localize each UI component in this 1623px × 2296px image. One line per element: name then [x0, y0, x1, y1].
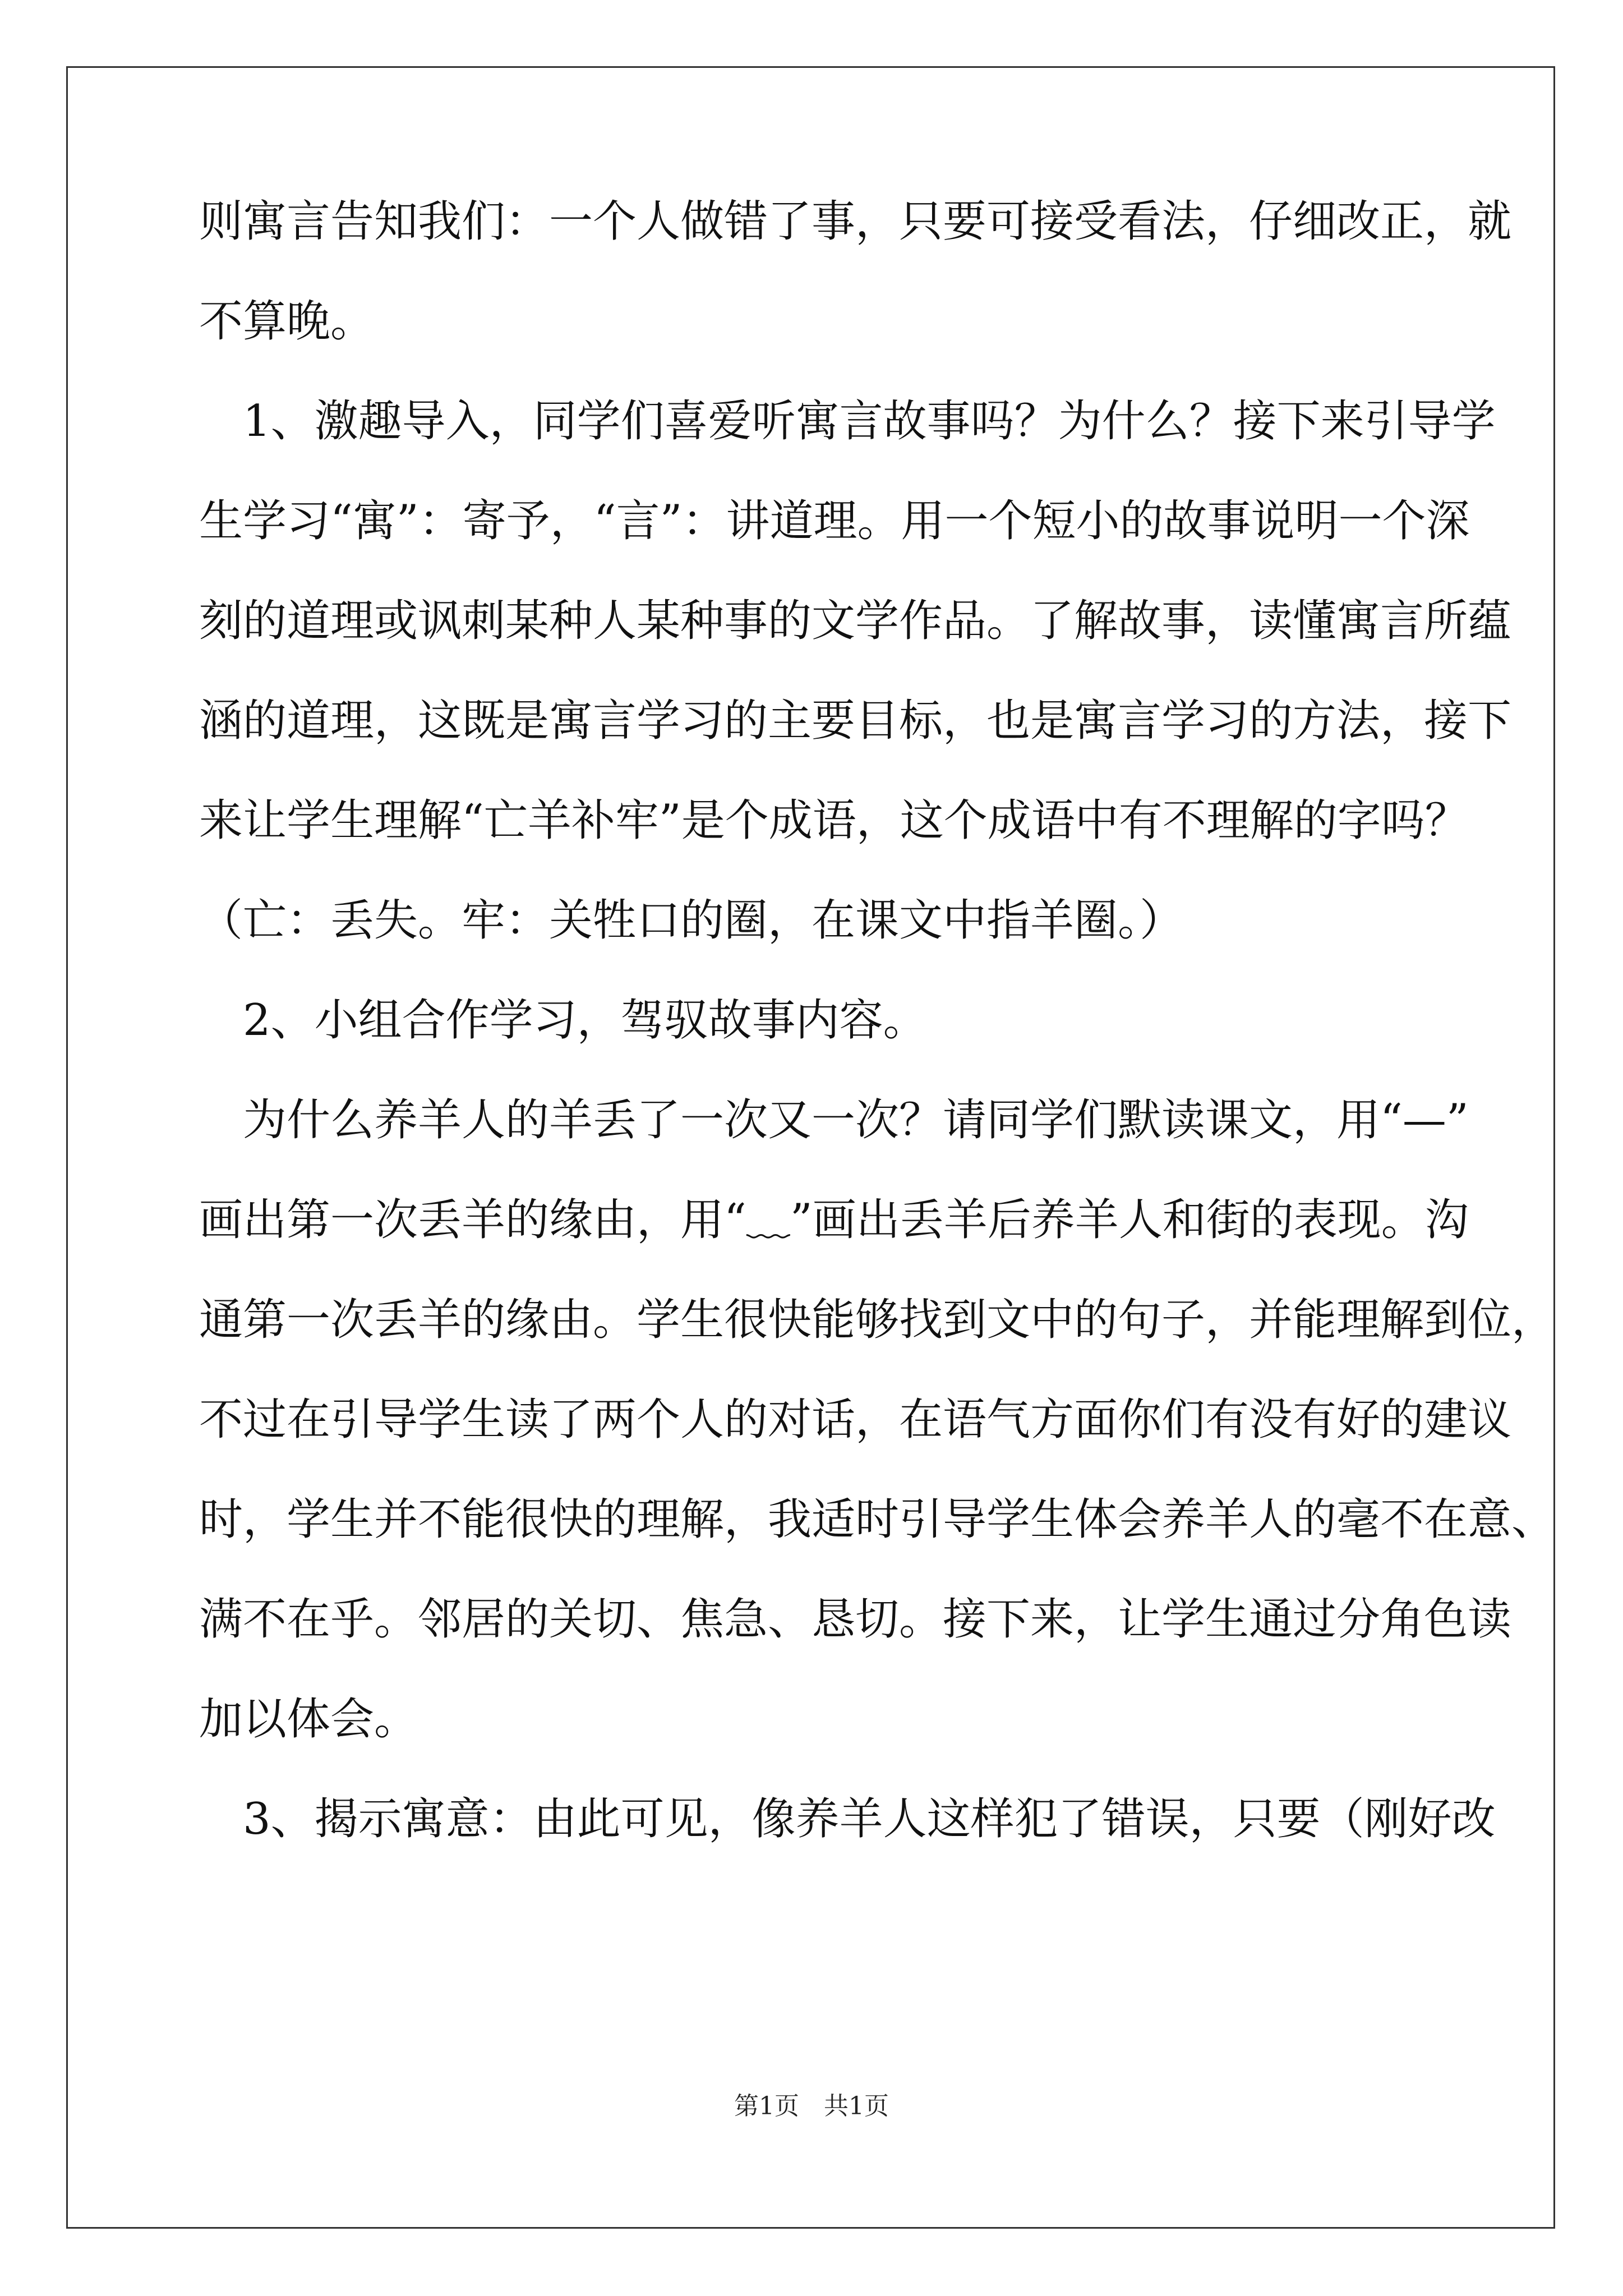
- text-line: （亡：丢失。牢：关牲口的圈，在课文中指羊圈。）: [199, 895, 1184, 946]
- page-number: 第1页 共1页: [734, 2092, 889, 2120]
- text-line: 满不在乎。邻居的关切、焦急、恳切。接下来，让学生通过分角色读: [199, 1594, 1512, 1645]
- text-line: 通第一次丢羊的缘由。学生很快能够找到文中的句子，并能理解到位，: [199, 1295, 1556, 1345]
- text-line: 1、激趣导入，同学们喜爱听寓言故事吗？为什么？接下来引导学: [199, 396, 1496, 447]
- text-line: 涵的道理，这既是寓言学习的主要目标，也是寓言学习的方法，接下: [199, 696, 1512, 746]
- text-line: 刻的道理或讽刺某种人某种事的文学作品。了解故事，读懂寓言所蕴: [199, 596, 1512, 646]
- text-line: 3、揭示寓意：由此可见，像养羊人这样犯了错误，只要（刚好改: [199, 1794, 1496, 1844]
- text-line: 时，学生并不能很快的理解，我适时引导学生体会养羊人的毫不在意、: [199, 1494, 1556, 1545]
- text-line: 画出第一次丢羊的缘由，用“﹏”画出丢羊后养羊人和街的表现。沟: [199, 1195, 1469, 1245]
- text-line: 不算晚。: [199, 296, 375, 347]
- text-line: 生学习“寓”：寄予，“言”：讲道理。用一个短小的故事说明一个深: [199, 496, 1470, 546]
- text-line: 加以体会。: [199, 1694, 418, 1745]
- text-line: 不过在引导学生读了两个人的对话，在语气方面你们有没有好的建议: [199, 1395, 1512, 1445]
- text-line: 为什么养羊人的羊丢了一次又一次？请同学们默读课文，用“—”: [199, 1095, 1469, 1145]
- text-line: 来让学生理解“亡羊补牢”是个成语，这个成语中有不理解的字吗？: [199, 795, 1469, 846]
- text-line: 2、小组合作学习，驾驭故事内容。: [199, 995, 927, 1046]
- text-line: 则寓言告知我们：一个人做错了事，只要可接受看法，仔细改正，就: [199, 196, 1512, 247]
